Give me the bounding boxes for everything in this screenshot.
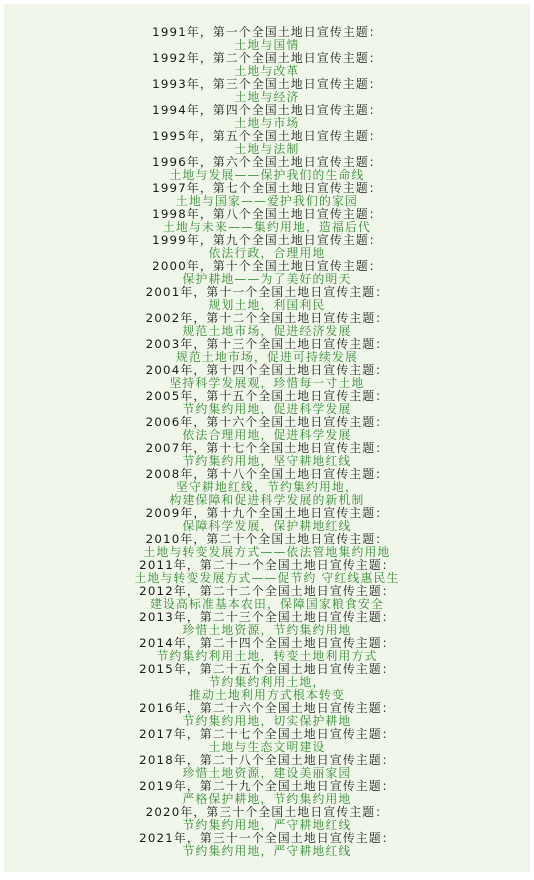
theme-text: 节约集约利用土地， <box>208 675 326 689</box>
theme-text: 节约集约利用土地，转变土地利用方式 <box>156 649 378 663</box>
theme-text: 推动土地利用方式根本转变 <box>189 688 345 702</box>
list-item <box>14 234 520 260</box>
list-item <box>14 104 520 130</box>
year-heading: 2008年，第十八个全国土地日宣传主题： <box>145 467 389 481</box>
theme-text: 土地与法制 <box>234 142 300 156</box>
theme-text: 土地与国家——爱护我们的家园 <box>176 194 358 208</box>
theme-text: 依法行政，合理用地 <box>208 246 326 260</box>
list-item <box>14 260 520 286</box>
theme-text: 珍惜土地资源，节约集约用地 <box>182 623 352 637</box>
list-item <box>14 468 520 507</box>
theme-text: 土地与转变发展方式——依法管地集约用地 <box>143 545 391 559</box>
list-item <box>14 637 520 663</box>
year-heading: 1993年，第三个全国土地日宣传主题： <box>152 77 382 91</box>
list-item <box>14 663 520 702</box>
year-heading: 1991年，第一个全国土地日宣传主题： <box>152 25 382 39</box>
list-item <box>14 611 520 637</box>
year-heading: 2001年，第十一个全国土地日宣传主题： <box>145 285 389 299</box>
list-item <box>14 416 520 442</box>
list-item <box>14 559 520 585</box>
theme-text: 土地与国情 <box>234 38 300 52</box>
theme-text: 规划土地，利国利民 <box>208 298 326 312</box>
list-item <box>14 208 520 234</box>
theme-text: 节约集约用地，切实保护耕地 <box>182 714 352 728</box>
year-heading: 2012年，第二十二个全国土地日宣传主题： <box>139 584 395 598</box>
theme-list <box>14 26 520 858</box>
year-heading: 2013年，第二十三个全国土地日宣传主题： <box>139 610 395 624</box>
theme-text: 土地与经济 <box>234 90 300 104</box>
theme-text: 节约集约用地，坚守耕地红线 <box>182 454 352 468</box>
year-heading: 2006年，第十六个全国土地日宣传主题： <box>145 415 389 429</box>
theme-text: 节约集约用地，严守耕地红线 <box>182 818 352 832</box>
year-heading: 2019年，第二十九个全国土地日宣传主题： <box>139 779 395 793</box>
list-item <box>14 728 520 754</box>
list-item <box>14 156 520 182</box>
list-item <box>14 442 520 468</box>
year-heading: 1999年，第九个全国土地日宣传主题： <box>152 233 382 247</box>
year-heading: 1997年，第七个全国土地日宣传主题： <box>152 181 382 195</box>
list-item <box>14 78 520 104</box>
year-heading: 2003年，第十三个全国土地日宣传主题： <box>145 337 389 351</box>
year-heading: 2017年，第二十七个全国土地日宣传主题： <box>139 727 395 741</box>
theme-text: 构建保障和促进科学发展的新机制 <box>169 493 365 507</box>
theme-text: 建设高标准基本农田，保障国家粮食安全 <box>150 597 384 611</box>
theme-text: 节约集约用地，促进科学发展 <box>182 402 352 416</box>
theme-text: 土地与发展——保护我们的生命线 <box>169 168 365 182</box>
list-item <box>14 26 520 52</box>
list-item <box>14 286 520 312</box>
year-heading: 1998年，第八个全国土地日宣传主题： <box>152 207 382 221</box>
year-heading: 1995年，第五个全国土地日宣传主题： <box>152 129 382 143</box>
year-heading: 1994年，第四个全国土地日宣传主题： <box>152 103 382 117</box>
year-heading: 1996年，第六个全国土地日宣传主题： <box>152 155 382 169</box>
list-item <box>14 338 520 364</box>
theme-text: 土地与市场 <box>234 116 300 130</box>
list-item <box>14 806 520 832</box>
list-item <box>14 507 520 533</box>
document-page <box>4 4 530 872</box>
list-item <box>14 364 520 390</box>
year-heading: 2000年，第十个全国土地日宣传主题： <box>152 259 382 273</box>
list-item <box>14 533 520 559</box>
year-heading: 2005年，第十五个全国土地日宣传主题： <box>145 389 389 403</box>
year-heading: 2004年，第十四个全国土地日宣传主题： <box>145 363 389 377</box>
theme-text: 坚守耕地红线，节约集约用地， <box>176 480 358 494</box>
year-heading: 2014年，第二十四个全国土地日宣传主题： <box>139 636 395 650</box>
list-item <box>14 754 520 780</box>
theme-text: 严格保护耕地，节约集约用地 <box>182 792 352 806</box>
year-heading: 1992年，第二个全国土地日宣传主题： <box>152 51 382 65</box>
theme-text: 规范土地市场，促进经济发展 <box>182 324 352 338</box>
year-heading: 2009年，第十九个全国土地日宣传主题： <box>145 506 389 520</box>
list-item <box>14 585 520 611</box>
theme-text: 保护耕地——为了美好的明天 <box>182 272 352 286</box>
theme-text: 土地与改革 <box>234 64 300 78</box>
theme-text: 节约集约用地，严守耕地红线 <box>182 844 352 858</box>
theme-text: 依法合理用地，促进科学发展 <box>182 428 352 442</box>
year-heading: 2021年，第三十一个全国土地日宣传主题： <box>139 831 395 845</box>
year-heading: 2010年，第二十个全国土地日宣传主题： <box>145 532 389 546</box>
list-item <box>14 130 520 156</box>
list-item <box>14 312 520 338</box>
year-heading: 2011年，第二十一个全国土地日宣传主题： <box>139 558 395 572</box>
year-heading: 2015年，第二十五个全国土地日宣传主题： <box>139 662 395 676</box>
list-item <box>14 780 520 806</box>
year-heading: 2016年，第二十六个全国土地日宣传主题： <box>139 701 395 715</box>
list-item <box>14 390 520 416</box>
theme-text: 土地与转变发展方式——促节约 守红线惠民生 <box>134 571 400 585</box>
list-item <box>14 52 520 78</box>
theme-text: 坚持科学发展观，珍惜每一寸土地 <box>169 376 365 390</box>
year-heading: 2020年，第三十个全国土地日宣传主题： <box>145 805 389 819</box>
theme-text: 珍惜土地资源，建设美丽家园 <box>182 766 352 780</box>
year-heading: 2002年，第十二个全国土地日宣传主题： <box>145 311 389 325</box>
list-item <box>14 832 520 858</box>
list-item <box>14 182 520 208</box>
list-item <box>14 702 520 728</box>
year-heading: 2018年，第二十八个全国土地日宣传主题： <box>139 753 395 767</box>
theme-text: 保障科学发展，保护耕地红线 <box>182 519 352 533</box>
theme-text: 土地与未来——集约用地，造福后代 <box>163 220 371 234</box>
theme-text: 规范土地市场，促进可持续发展 <box>176 350 358 364</box>
theme-text: 土地与生态文明建设 <box>208 740 326 754</box>
year-heading: 2007年，第十七个全国土地日宣传主题： <box>145 441 389 455</box>
